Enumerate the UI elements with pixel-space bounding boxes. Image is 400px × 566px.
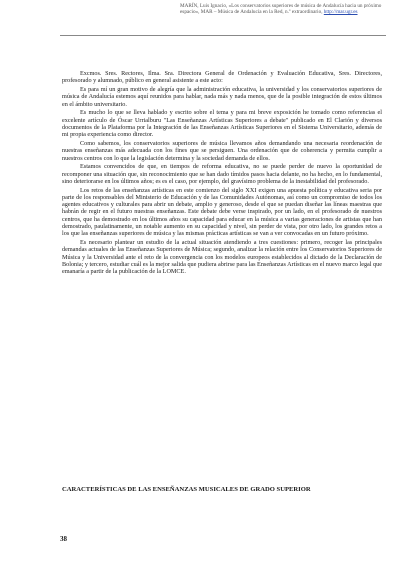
- running-header: [180, 3, 386, 16]
- paragraph: Es mucho lo que se lleva hablado y escrito sobre el tema y para mi breve exposición he tomado como referencias el excelente artículo de Óscar Urrialburu "Las Enseñanzas Artísticas Superiores a debate" publicado en El Clarión y diversos documentos de la Plataforma por la Integración de las Enseñanzas Artísticas Superiores en el Sistema Universitario, además de mi propia experiencia como director.: [62, 109, 382, 139]
- header-citation: MARÍN, Luis Ignacio, «Los conservatorios superiores de música de Andalucía hacia un próximo espacio», MAR – Música de Andalucía en la Red, n.º extraordinario,: [180, 3, 382, 16]
- paragraph: Es necesario plantear un estudio de la actual situación atendiendo a tres cuestiones: primero, recoger las principales demandas actuales de las Enseñanzas Superiores de Música; segundo, analizar la relación entre los Conservatorios Superiores de Música y la Universidad ante el reto de la convergencia con los modelos europeos establecidos al dictado de la Declaración de Bolonia; y tercero, estudiar cuál es la mejor salida que pudiera abrirse para las Enseñanzas Artísticas en el nuevo marco legal que emanaría a partir de la publicación de la LOMCE.: [62, 239, 382, 276]
- paragraph: Como sabemos, los conservatorios superiores de música llevamos años demandando una necesaria reordenación de nuestras enseñanzas más adecuada con los fines que se persiguen. Una ordenación que de coherencia y permita cumplir a nuestros centros con lo que la legislación determina y la sociedad demanda de ellos.: [62, 140, 382, 162]
- header-link[interactable]: http://mar.ugr.es: [323, 9, 358, 16]
- header-divider: [60, 35, 386, 36]
- paragraph: Excmos. Sres. Rectores, Ilma. Sra. Directora General de Ordenación y Evaluación Educativa, Sres. Directores, profesorado y alumnado, público en general asistente a este acto:: [62, 70, 382, 85]
- paragraph: Es para mí un gran motivo de alegría que la administración educativa, la universidad y los conservatorios superiores de música de Andalucía estemos aquí reunidos para hablar, nada más y nada menos, que de la posible integración de estos últimos en el ámbito universitario.: [62, 86, 382, 108]
- body-text: [62, 70, 382, 277]
- page-number: 38: [60, 535, 67, 543]
- paragraph: Los retos de las enseñanzas artísticas en este comienzo del siglo XXI exigen una apuesta política y educativa seria por parte de los responsables del Ministerio de Educación y de las Comunidades Autónomas, así como un compromiso de todos los agentes educativos y culturales para abrir un debate, amplio y generoso, desde el que se puedan diseñar las líneas maestras que habrán de regir en el futuro nuestras enseñanzas. Este debate debe verse inspirado, por un lado, en el profesorado de nuestros centros, que ha demostrado en los últimos años su capacidad para educar en la música a varias generaciones de artistas que han demostrado, paulatinamente, un notable aumento en su capacidad y nivel, sin perder de vista, por otro lado, los grandes retos a los que las enseñanzas superiores de música y las mismas prácticas artísticas se van a ver convocadas en un futuro próximo.: [62, 186, 382, 238]
- section-heading: CARACTERÍSTICAS DE LAS ENSEÑANZAS MUSICALES DE GRADO SUPERIOR: [62, 486, 311, 493]
- paragraph: Estamos convencidos de que, en tiempos de reforma educativa, no se puede perder de nuevo la oportunidad de recomponer una situación que, sin reconocimiento que se han dado tímidos pasos hacia delante, no ha hecho, en lo fundamental, sino deteriorarse en los últimos años; es es el caso, por ejemplo, del gravísimo problema de la inestabilidad del profesorado.: [62, 163, 382, 185]
